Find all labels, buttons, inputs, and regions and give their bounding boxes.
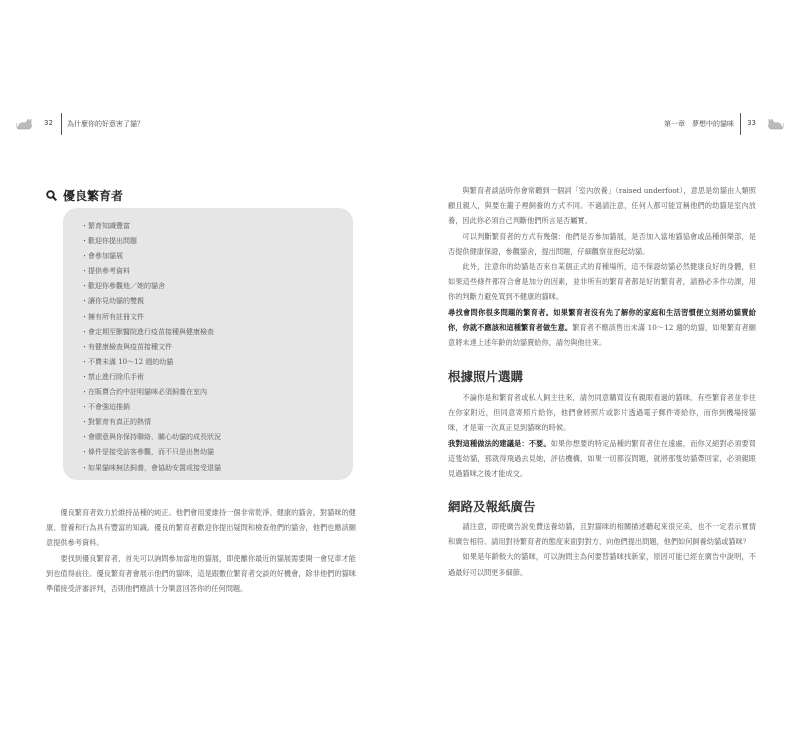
- tip-item: ・ 提供參考資料: [81, 264, 353, 279]
- warning-bold: 尋找會問你很多問題的繁育者。如果繁育者沒有先了解你的家庭和生活習慣便立刻將幼貓賣給你，你就不應該和這種繁育者做生意。: [448, 307, 756, 332]
- cat-icon: [764, 115, 784, 131]
- left-body-text: [46, 505, 356, 596]
- tip-item: ・ 在販賣合約中註明貓咪必須飼養在室內: [81, 385, 353, 400]
- heading-photo: 根據照片選購: [448, 369, 524, 384]
- paragraph: 與繁育者談話時你會常聽到一個詞「室內放養」（raised underfoot），意思是幼貓由人類照顧且親人，與要在籠子裡飼養的方式不同。不過請注意，任何人都可能宣稱他們的幼貓是室內放養，因此你必須自己判斷他們所言是否屬實。: [448, 186, 756, 226]
- heading-ads: 網路及報紙廣告: [448, 499, 536, 514]
- advice-paragraph: [448, 436, 756, 482]
- paragraph: 優良繁育者致力於維持品種的純正。他們會用愛維持一個非常乾淨、健康的貓舍，對貓咪的健康、營養和行為具有豐富的知識。優良的繁育者歡迎你提出疑問和檢查他們的貓舍，他們也應該願意提供參考資料。: [46, 508, 356, 548]
- tip-item: ・ 歡迎你參觀他／她的貓舍: [81, 279, 353, 294]
- section-heading: [46, 187, 123, 204]
- ads-text: [448, 519, 756, 580]
- paragraph: 可以判斷繁育者的方式有幾個：他們是否參加貓展，是否加入當地貓協會或品種俱樂部，是否提供健康保證，參觀貓舍，提出問題，仔細觀察並抱起幼貓。: [448, 231, 756, 256]
- paragraph: 請注意，即使廣告說免費送養幼貓，且對貓咪的相關描述聽起來很完美，也不一定表示實情和廣告相符。請用對待繁育者的態度來面對對方，向他們提出問題，他們如何飼養幼貓或貓咪？: [448, 522, 756, 547]
- tip-item: ・ 不會強迫推銷: [81, 400, 353, 415]
- tip-item: ・ 繁育知識豐富: [81, 219, 353, 234]
- tips-box: [63, 208, 353, 480]
- advice-rest: 如果你想要的特定品種的繁育者住在遠處，而你又絕對必須要買這隻幼貓，那就得飛過去見她，評估機構，如果一切都沒問題，就將那隻幼貓帶回家，必須親眼見過貓咪之後才能成交。: [448, 438, 756, 479]
- tip-item: ・ 讓你見幼貓的雙親: [81, 294, 353, 309]
- tip-item: ・ 擁有所有註冊文件: [81, 310, 353, 325]
- tip-item: ・ 對繁育有真正的熱情: [81, 415, 353, 430]
- tip-item: ・ 如果貓咪無法飼養，會協助安置或接受退貓: [81, 461, 353, 476]
- tip-item: ・ 禁止進行除爪手術: [81, 370, 353, 385]
- paragraph: 如果是年齡較大的貓咪，可以詢問主為何要替貓咪找新家，原因可能已經在廣告中說明，不過最好可以問更多細節。: [448, 552, 756, 577]
- tip-item: ・ 有健康檢查與疫苗接種文件: [81, 340, 353, 355]
- paragraph: 此外，注意你的幼貓是否來自某個正式的育種場所，這不保證幼貓必然健康良好的身體，但如果這些條件都符合會是加分的因素，並非所有的繁育者都是好的繁育者，請務必多作功課，用你的判斷力避免買到不健康的貓咪。: [448, 262, 756, 302]
- tip-item: ・ 歡迎你提出問題: [81, 234, 353, 249]
- page-number: 32: [44, 119, 53, 127]
- advice-bold: 我對這種做法的建議是：不要。: [448, 438, 551, 448]
- warning-rest: 繁育者不應該售出未滿 10～12 週的幼貓，如果繁育者願意將未達上述年齡的幼貓賣給你，請勿與他往來。: [448, 322, 756, 348]
- running-title: 為什麼你的好意害了貓？: [67, 120, 144, 128]
- tip-item: ・ 條件是接受訪客參觀，而不只是出售幼貓: [81, 445, 353, 460]
- section-title: 優良繁育者: [63, 189, 124, 203]
- tips-list: [63, 208, 353, 476]
- tip-item: ・ 會參加貓展: [81, 249, 353, 264]
- page-number: 33: [747, 119, 756, 127]
- chapter-title: 第一章 夢想中的貓咪: [664, 120, 734, 128]
- paragraph: 要找到優良繁育者，首先可以詢問參加當地的貓展，即使離你最近的貓展需要開一會兒車才能到也值得前往。優良繁育者會展示他們的貓咪，這是跟數位繁育者交談的好機會，除非他們的貓咪準備接受評審評判，否則他們應該十分樂意回答你的任何問題。: [46, 553, 356, 594]
- divider: [61, 113, 62, 135]
- tip-item: ・ 會定期至獸醫院進行疫苗接種與健康檢查: [81, 325, 353, 340]
- cat-icon: [16, 115, 36, 131]
- right-running-head: [624, 113, 784, 135]
- right-intro-text: [448, 183, 756, 350]
- tip-item: ・ 會願意與你保持聯絡，關心幼貓的成長狀況: [81, 430, 353, 445]
- paragraph: 不論你是和繁育者或私人飼主往來，請勿同意購買沒有親眼看過的貓咪。有些繁育者並非住在你家附近，但同意寄照片給你，他們會將照片或影片透過電子郵件寄給你，而你到機場接貓咪，才是第一次真正見到貓咪的時候。: [448, 393, 756, 433]
- tip-item: ・ 不賣未滿 10～12 週的幼貓: [81, 355, 353, 370]
- photo-text: [448, 390, 756, 481]
- left-running-head: [16, 113, 216, 135]
- search-icon: [46, 190, 57, 201]
- divider: [740, 113, 741, 135]
- warning-paragraph: [448, 305, 756, 351]
- right-page: [400, 0, 800, 744]
